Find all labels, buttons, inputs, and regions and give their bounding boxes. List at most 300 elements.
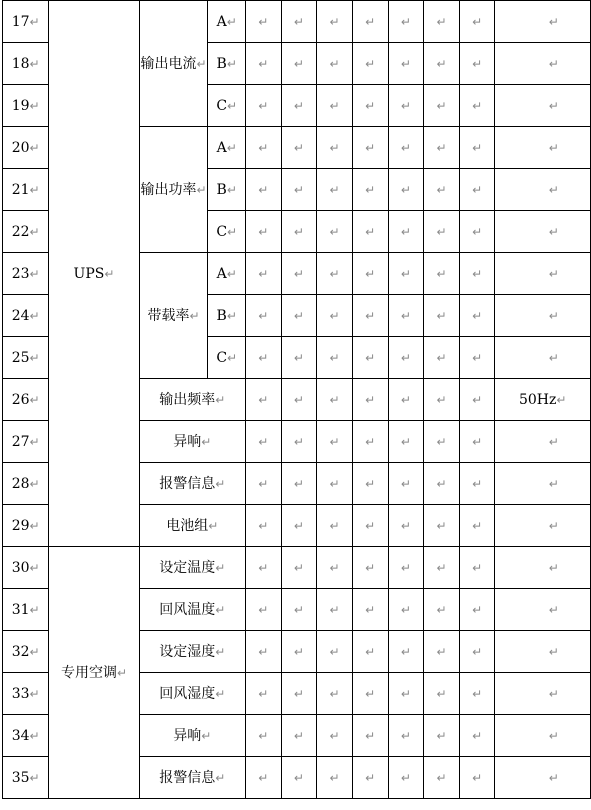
phase-label: B↵ — [208, 169, 245, 211]
return-mark: ↵ — [29, 728, 40, 743]
record-cell — [245, 631, 281, 673]
return-mark: ↵ — [258, 728, 269, 743]
record-cell — [388, 295, 424, 337]
return-mark: ↵ — [436, 182, 447, 197]
record-cell — [388, 253, 424, 295]
record-cell — [281, 463, 317, 505]
return-mark: ↵ — [258, 308, 269, 323]
return-mark: ↵ — [293, 56, 304, 71]
return-mark: ↵ — [472, 476, 483, 491]
return-mark: ↵ — [400, 602, 411, 617]
return-mark: ↵ — [215, 392, 226, 407]
return-mark: ↵ — [293, 14, 304, 29]
return-mark: ↵ — [365, 56, 376, 71]
return-mark: ↵ — [548, 224, 559, 239]
return-mark: ↵ — [548, 686, 559, 701]
return-mark: ↵ — [400, 770, 411, 785]
record-cell — [352, 127, 388, 169]
record-cell — [388, 169, 424, 211]
return-mark: ↵ — [258, 98, 269, 113]
return-mark: ↵ — [258, 770, 269, 785]
record-cell — [388, 421, 424, 463]
standard-value-cell — [495, 421, 591, 463]
subgroup-label: 输出功率↵ — [139, 127, 208, 253]
return-mark: ↵ — [548, 602, 559, 617]
row-number: 22↵ — [3, 211, 49, 253]
standard-value-cell — [495, 253, 591, 295]
return-mark: ↵ — [293, 266, 304, 281]
record-cell — [245, 127, 281, 169]
record-cell — [459, 463, 495, 505]
return-mark: ↵ — [227, 224, 238, 239]
item-label: 电池组↵ — [139, 505, 245, 547]
return-mark: ↵ — [400, 266, 411, 281]
phase-label: B↵ — [208, 295, 245, 337]
record-cell — [281, 169, 317, 211]
return-mark: ↵ — [293, 518, 304, 533]
return-mark: ↵ — [258, 518, 269, 533]
return-mark: ↵ — [293, 434, 304, 449]
record-cell — [459, 211, 495, 253]
record-cell — [388, 673, 424, 715]
record-cell — [424, 1, 460, 43]
record-cell — [245, 43, 281, 85]
return-mark: ↵ — [472, 434, 483, 449]
return-mark: ↵ — [365, 140, 376, 155]
record-cell — [352, 379, 388, 421]
return-mark: ↵ — [400, 728, 411, 743]
return-mark: ↵ — [365, 518, 376, 533]
standard-value-cell — [495, 589, 591, 631]
record-cell — [459, 169, 495, 211]
return-mark: ↵ — [329, 182, 340, 197]
record-cell — [424, 295, 460, 337]
return-mark: ↵ — [329, 308, 340, 323]
return-mark: ↵ — [436, 644, 447, 659]
row-number: 32↵ — [3, 631, 49, 673]
return-mark: ↵ — [201, 434, 212, 449]
return-mark: ↵ — [472, 266, 483, 281]
record-cell — [352, 1, 388, 43]
return-mark: ↵ — [472, 728, 483, 743]
return-mark: ↵ — [293, 140, 304, 155]
record-cell — [388, 589, 424, 631]
row-number: 19↵ — [3, 85, 49, 127]
return-mark: ↵ — [258, 14, 269, 29]
return-mark: ↵ — [29, 266, 40, 281]
return-mark: ↵ — [548, 434, 559, 449]
return-mark: ↵ — [293, 224, 304, 239]
return-mark: ↵ — [400, 560, 411, 575]
return-mark: ↵ — [329, 728, 340, 743]
record-cell — [424, 589, 460, 631]
record-cell — [352, 43, 388, 85]
record-cell — [459, 757, 495, 799]
standard-value-cell — [495, 715, 591, 757]
phase-label: A↵ — [208, 127, 245, 169]
return-mark: ↵ — [329, 644, 340, 659]
return-mark: ↵ — [472, 770, 483, 785]
standard-value-cell — [495, 337, 591, 379]
return-mark: ↵ — [472, 350, 483, 365]
return-mark: ↵ — [293, 182, 304, 197]
return-mark: ↵ — [548, 98, 559, 113]
return-mark: ↵ — [29, 308, 40, 323]
record-cell — [245, 715, 281, 757]
record-cell — [317, 673, 353, 715]
record-cell — [388, 1, 424, 43]
record-cell — [317, 127, 353, 169]
return-mark: ↵ — [293, 476, 304, 491]
return-mark: ↵ — [436, 728, 447, 743]
record-cell — [352, 673, 388, 715]
return-mark: ↵ — [436, 140, 447, 155]
record-cell — [424, 169, 460, 211]
record-cell — [317, 379, 353, 421]
record-cell — [245, 421, 281, 463]
return-mark: ↵ — [472, 56, 483, 71]
standard-value-cell — [495, 1, 591, 43]
return-mark: ↵ — [548, 644, 559, 659]
return-mark: ↵ — [365, 266, 376, 281]
return-mark: ↵ — [293, 602, 304, 617]
record-cell — [459, 337, 495, 379]
record-cell — [388, 379, 424, 421]
record-cell — [317, 1, 353, 43]
record-cell — [352, 757, 388, 799]
return-mark: ↵ — [208, 518, 219, 533]
return-mark: ↵ — [365, 560, 376, 575]
record-cell — [352, 295, 388, 337]
return-mark: ↵ — [400, 224, 411, 239]
record-cell — [388, 631, 424, 673]
record-cell — [317, 253, 353, 295]
record-cell — [245, 337, 281, 379]
return-mark: ↵ — [556, 392, 567, 407]
table-row — [3, 1, 591, 43]
record-cell — [388, 127, 424, 169]
record-cell — [245, 211, 281, 253]
row-number: 31↵ — [3, 589, 49, 631]
phase-label: C↵ — [208, 85, 245, 127]
record-cell — [245, 463, 281, 505]
return-mark: ↵ — [400, 140, 411, 155]
item-label: 设定湿度↵ — [139, 631, 245, 673]
return-mark: ↵ — [436, 560, 447, 575]
return-mark: ↵ — [548, 308, 559, 323]
return-mark: ↵ — [29, 518, 40, 533]
record-cell — [317, 169, 353, 211]
standard-value-cell — [495, 43, 591, 85]
record-cell — [281, 295, 317, 337]
return-mark: ↵ — [436, 770, 447, 785]
return-mark: ↵ — [196, 182, 207, 197]
return-mark: ↵ — [472, 518, 483, 533]
record-cell — [281, 673, 317, 715]
return-mark: ↵ — [258, 182, 269, 197]
return-mark: ↵ — [400, 392, 411, 407]
standard-value-cell — [495, 757, 591, 799]
return-mark: ↵ — [436, 476, 447, 491]
return-mark: ↵ — [436, 392, 447, 407]
record-cell — [424, 421, 460, 463]
standard-value-cell — [495, 631, 591, 673]
phase-label: B↵ — [208, 43, 245, 85]
return-mark: ↵ — [472, 602, 483, 617]
record-cell — [245, 379, 281, 421]
return-mark: ↵ — [472, 560, 483, 575]
record-cell — [352, 253, 388, 295]
return-mark: ↵ — [365, 350, 376, 365]
record-cell — [317, 547, 353, 589]
item-label: 报警信息↵ — [139, 757, 245, 799]
record-cell — [281, 127, 317, 169]
return-mark: ↵ — [196, 56, 207, 71]
record-cell — [281, 85, 317, 127]
return-mark: ↵ — [548, 140, 559, 155]
return-mark: ↵ — [329, 56, 340, 71]
return-mark: ↵ — [365, 602, 376, 617]
return-mark: ↵ — [400, 308, 411, 323]
row-number: 23↵ — [3, 253, 49, 295]
record-cell — [352, 715, 388, 757]
record-cell — [459, 505, 495, 547]
item-label: 报警信息↵ — [139, 463, 245, 505]
return-mark: ↵ — [436, 518, 447, 533]
record-cell — [352, 505, 388, 547]
record-cell — [424, 127, 460, 169]
phase-label: A↵ — [208, 253, 245, 295]
return-mark: ↵ — [29, 224, 40, 239]
record-cell — [388, 463, 424, 505]
record-cell — [317, 337, 353, 379]
standard-value-cell — [495, 463, 591, 505]
row-number: 27↵ — [3, 421, 49, 463]
return-mark: ↵ — [548, 350, 559, 365]
record-cell — [424, 211, 460, 253]
return-mark: ↵ — [548, 266, 559, 281]
return-mark: ↵ — [258, 224, 269, 239]
return-mark: ↵ — [365, 686, 376, 701]
return-mark: ↵ — [365, 434, 376, 449]
return-mark: ↵ — [436, 98, 447, 113]
record-cell — [281, 421, 317, 463]
return-mark: ↵ — [215, 602, 226, 617]
return-mark: ↵ — [472, 140, 483, 155]
phase-label: C↵ — [208, 211, 245, 253]
return-mark: ↵ — [258, 350, 269, 365]
return-mark: ↵ — [436, 602, 447, 617]
return-mark: ↵ — [365, 770, 376, 785]
record-cell — [388, 337, 424, 379]
return-mark: ↵ — [329, 350, 340, 365]
record-cell — [424, 463, 460, 505]
return-mark: ↵ — [329, 224, 340, 239]
record-cell — [352, 547, 388, 589]
return-mark: ↵ — [472, 686, 483, 701]
return-mark: ↵ — [258, 644, 269, 659]
return-mark: ↵ — [329, 98, 340, 113]
return-mark: ↵ — [548, 518, 559, 533]
record-cell — [352, 211, 388, 253]
return-mark: ↵ — [329, 602, 340, 617]
group-ups: UPS↵ — [49, 1, 139, 547]
record-cell — [459, 43, 495, 85]
return-mark: ↵ — [258, 266, 269, 281]
record-cell — [317, 589, 353, 631]
row-number: 34↵ — [3, 715, 49, 757]
record-cell — [317, 757, 353, 799]
record-cell — [459, 85, 495, 127]
return-mark: ↵ — [29, 560, 40, 575]
return-mark: ↵ — [329, 14, 340, 29]
row-number: 24↵ — [3, 295, 49, 337]
record-cell — [424, 715, 460, 757]
return-mark: ↵ — [29, 98, 40, 113]
return-mark: ↵ — [365, 476, 376, 491]
standard-value-cell — [495, 211, 591, 253]
record-cell — [281, 757, 317, 799]
return-mark: ↵ — [226, 308, 237, 323]
return-mark: ↵ — [400, 644, 411, 659]
return-mark: ↵ — [436, 308, 447, 323]
record-cell — [281, 505, 317, 547]
return-mark: ↵ — [215, 560, 226, 575]
return-mark: ↵ — [189, 308, 200, 323]
record-cell — [281, 547, 317, 589]
record-cell — [352, 337, 388, 379]
return-mark: ↵ — [472, 182, 483, 197]
record-cell — [424, 253, 460, 295]
record-cell — [459, 547, 495, 589]
return-mark: ↵ — [400, 686, 411, 701]
record-cell — [317, 631, 353, 673]
record-cell — [459, 673, 495, 715]
return-mark: ↵ — [29, 686, 40, 701]
return-mark: ↵ — [329, 434, 340, 449]
subgroup-label: 输出电流↵ — [139, 1, 208, 127]
record-cell — [459, 715, 495, 757]
return-mark: ↵ — [258, 56, 269, 71]
record-cell — [245, 1, 281, 43]
record-cell — [424, 337, 460, 379]
row-number: 18↵ — [3, 43, 49, 85]
return-mark: ↵ — [226, 182, 237, 197]
record-cell — [245, 169, 281, 211]
record-cell — [388, 43, 424, 85]
record-cell — [459, 589, 495, 631]
return-mark: ↵ — [472, 14, 483, 29]
record-cell — [388, 715, 424, 757]
return-mark: ↵ — [293, 350, 304, 365]
return-mark: ↵ — [548, 728, 559, 743]
return-mark: ↵ — [215, 686, 226, 701]
table-body — [3, 0, 591, 799]
standard-value-cell — [495, 505, 591, 547]
return-mark: ↵ — [436, 56, 447, 71]
record-cell — [281, 253, 317, 295]
record-cell — [281, 1, 317, 43]
return-mark: ↵ — [329, 686, 340, 701]
row-number: 25↵ — [3, 337, 49, 379]
return-mark: ↵ — [226, 266, 237, 281]
record-cell — [317, 505, 353, 547]
standard-value-cell — [495, 547, 591, 589]
row-number: 30↵ — [3, 547, 49, 589]
return-mark: ↵ — [29, 644, 40, 659]
return-mark: ↵ — [329, 392, 340, 407]
record-cell — [424, 505, 460, 547]
record-cell — [424, 547, 460, 589]
subgroup-label: 带载率↵ — [139, 253, 208, 379]
phase-label: C↵ — [208, 337, 245, 379]
return-mark: ↵ — [215, 476, 226, 491]
return-mark: ↵ — [329, 518, 340, 533]
return-mark: ↵ — [400, 476, 411, 491]
record-cell — [245, 589, 281, 631]
return-mark: ↵ — [365, 14, 376, 29]
return-mark: ↵ — [436, 14, 447, 29]
record-cell — [317, 421, 353, 463]
return-mark: ↵ — [293, 728, 304, 743]
row-number: 17↵ — [3, 1, 49, 43]
return-mark: ↵ — [400, 56, 411, 71]
return-mark: ↵ — [258, 392, 269, 407]
record-cell — [281, 715, 317, 757]
return-mark: ↵ — [29, 392, 40, 407]
standard-value-cell — [495, 85, 591, 127]
row-number: 29↵ — [3, 505, 49, 547]
return-mark: ↵ — [116, 665, 128, 680]
record-cell — [317, 211, 353, 253]
return-mark: ↵ — [293, 392, 304, 407]
record-cell — [388, 757, 424, 799]
table-row — [3, 547, 591, 589]
return-mark: ↵ — [400, 434, 411, 449]
return-mark: ↵ — [29, 182, 40, 197]
return-mark: ↵ — [400, 98, 411, 113]
record-cell — [281, 589, 317, 631]
record-cell — [459, 1, 495, 43]
return-mark: ↵ — [548, 182, 559, 197]
record-cell — [388, 505, 424, 547]
return-mark: ↵ — [29, 476, 40, 491]
record-cell — [245, 85, 281, 127]
return-mark: ↵ — [400, 182, 411, 197]
record-cell — [459, 127, 495, 169]
return-mark: ↵ — [258, 686, 269, 701]
record-cell — [424, 631, 460, 673]
return-mark: ↵ — [226, 14, 237, 29]
record-cell — [317, 43, 353, 85]
row-number: 21↵ — [3, 169, 49, 211]
return-mark: ↵ — [436, 266, 447, 281]
return-mark: ↵ — [29, 14, 40, 29]
return-mark: ↵ — [258, 434, 269, 449]
item-label: 设定温度↵ — [139, 547, 245, 589]
return-mark: ↵ — [436, 434, 447, 449]
item-label: 输出频率↵ — [139, 379, 245, 421]
record-cell — [245, 253, 281, 295]
item-label: 回风温度↵ — [139, 589, 245, 631]
record-cell — [459, 631, 495, 673]
record-cell — [352, 589, 388, 631]
return-mark: ↵ — [201, 728, 212, 743]
return-mark: ↵ — [258, 560, 269, 575]
record-cell — [352, 85, 388, 127]
record-cell — [281, 631, 317, 673]
record-cell — [281, 379, 317, 421]
